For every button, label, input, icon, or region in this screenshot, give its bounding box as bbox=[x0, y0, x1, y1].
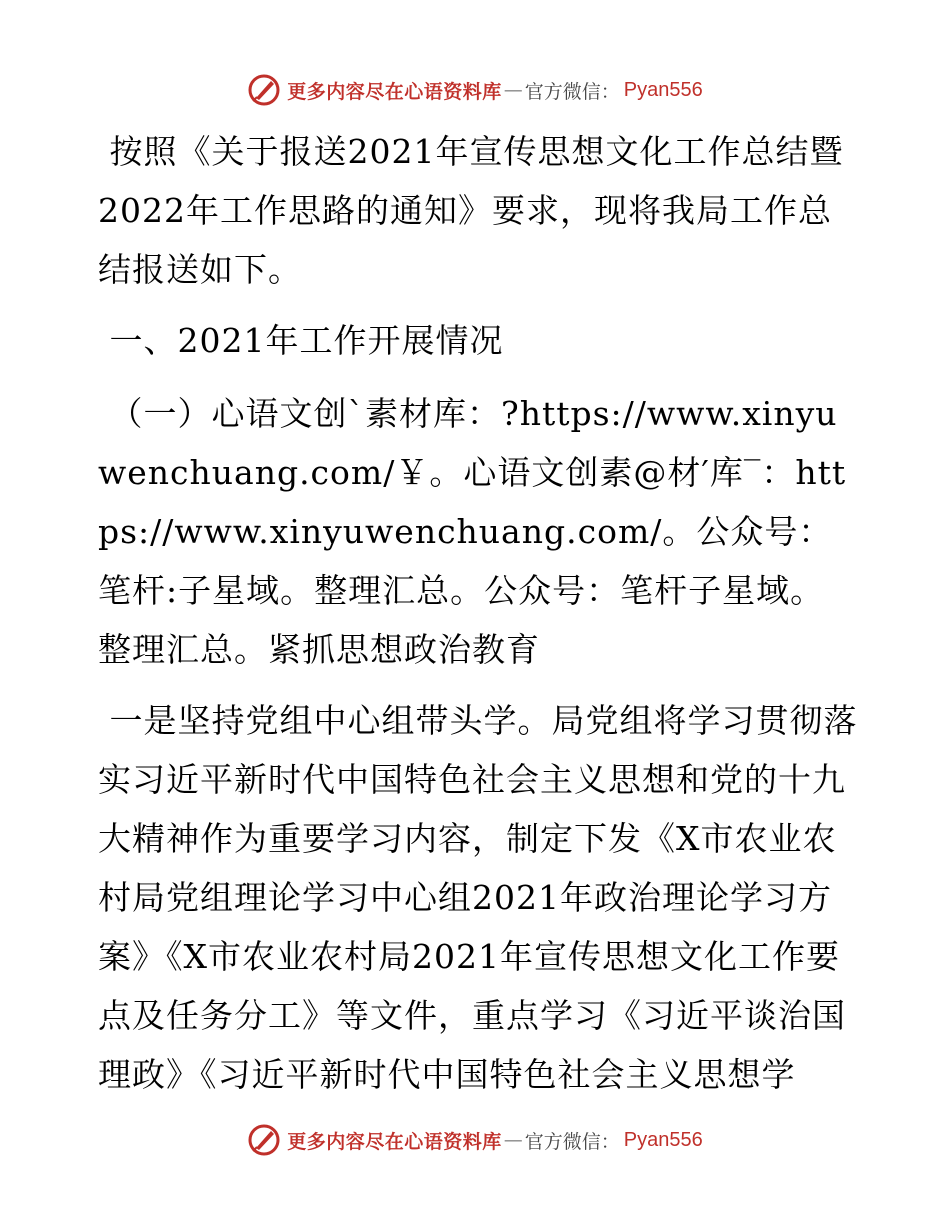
body-paragraph: 一是坚持党组中心组带头学。局党组将学习贯彻落实习近平新时代中国特色社会主义思想和党的十九大精神作为重要学习内容，制定下发《X市农业农村局党组理论学习中心组2021年政治理论学习方案》《X市农业农村局2021年宣传思想文化工作要点及任务分工》等文件，重点学习《习近平谈治国理政》《习近平新时代中国特色社会主义思想学 bbox=[98, 701, 858, 1094]
banner-dash: — bbox=[503, 1129, 523, 1151]
section-heading: 一、2021年工作开展情况 bbox=[98, 321, 504, 360]
banner-account: Pyan556 bbox=[623, 78, 703, 101]
banner-label: 官方微信： bbox=[524, 80, 620, 103]
banner-main-text: 更多内容尽在心语资料库 bbox=[287, 1130, 502, 1153]
header-watermark-banner bbox=[0, 70, 950, 110]
subsection-paragraph: （一）心语文创`素材库：?https://www.xinyuwenchuang.com/￥。心语文创素@材′库‾：https://www.xinyuwenchuang.com/。公众号：笔杆:子星域。整理汇总。公众号：笔杆子星域。整理汇总。紧抓思想政治教育 bbox=[98, 394, 847, 669]
quill-logo-icon bbox=[247, 73, 281, 107]
footer-watermark-banner bbox=[0, 1120, 950, 1160]
intro-paragraph: 按照《关于报送2021年宣传思想文化工作总结暨2022年工作思路的通知》要求，现将我局工作总结报送如下。 bbox=[98, 132, 844, 289]
document-body bbox=[98, 122, 858, 1116]
banner-account: Pyan556 bbox=[623, 1128, 703, 1151]
banner-label: 官方微信： bbox=[524, 1130, 620, 1153]
quill-logo-icon bbox=[247, 1123, 281, 1157]
banner-main-text: 更多内容尽在心语资料库 bbox=[287, 80, 502, 103]
banner-dash: — bbox=[503, 79, 523, 101]
